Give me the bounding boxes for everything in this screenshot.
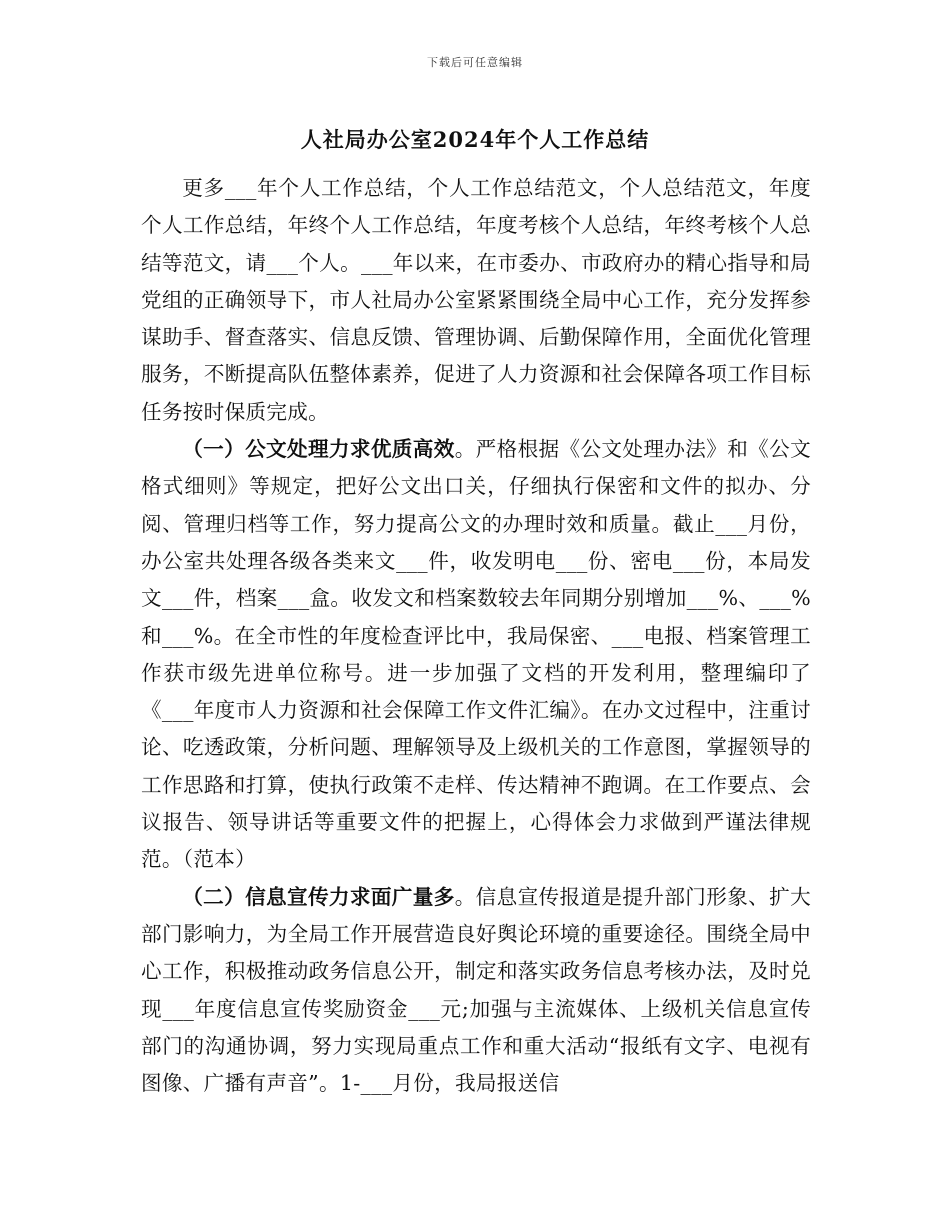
document-body [141, 170, 811, 1102]
section-2-text: 。信息宣传报道是提升部门形象、扩大部门影响力，为全局工作开展营造良好舆论环境的重要途径。围绕全局中心工作，积极推动政务信息公开，制定和落实政务信息考核办法，及时兑现___年度信息宣传奖励资金___元;加强与主流媒体、上级机关信息宣传部门的沟通协调，努力实现局重点工作和重大活动“报纸有文字、电视有图像、广播有声音”。1-___月份，我局报送信 [141, 884, 811, 1096]
section-2-paragraph [141, 879, 811, 1103]
section-1-heading: （一）公文处理力求优质高效 [182, 437, 455, 462]
download-note: 下载后可任意编辑 [427, 56, 523, 69]
section-1-text: 。严格根据《公文处理办法》和《公文格式细则》等规定，把好公文出口关，仔细执行保密和文件的拟办、分阅、管理归档等工作，努力提高公文的办理时效和质量。截止___月份，办公室共处理各级各类来文___件，收发明电___份、密电___份，本局发文___件，档案___盒。收发文和档案数较去年同期分别增加___%、___%和___%。在全市性的年度检查评比中，我局保密、___电报、档案管理工作获市级先进单位称号。进一步加强了文档的开发利用，整理编印了《___年度市人力资源和社会保障工作文件汇编》。在办文过程中，注重讨论、吃透政策，分析问题、理解领导及上级机关的工作意图，掌握领导的工作思路和打算，使执行政策不走样、传达精神不跑调。在工作要点、会议报告、领导讲话等重要文件的把握上，心得体会力求做到严谨法律规范。（范本） [141, 437, 811, 872]
section-2-heading: （二）信息宣传力求面广量多 [182, 884, 455, 909]
section-1-paragraph [141, 431, 811, 879]
document-title: 人社局办公室2024年个人工作总结 [300, 127, 650, 152]
intro-paragraph: 更多___年个人工作总结，个人工作总结范文，个人总结范文，年度个人工作总结，年终个人工作总结，年度考核个人总结，年终考核个人总结等范文，请___个人。___年以来，在市委办、市政府办的精心指导和局党组的正确领导下，市人社局办公室紧紧围绕全局中心工作，充分发挥参谋助手、督查落实、信息反馈、管理协调、后勤保障作用，全面优化管理服务，不断提高队伍整体素养，促进了人力资源和社会保障各项工作目标任务按时保质完成。 [141, 176, 811, 424]
